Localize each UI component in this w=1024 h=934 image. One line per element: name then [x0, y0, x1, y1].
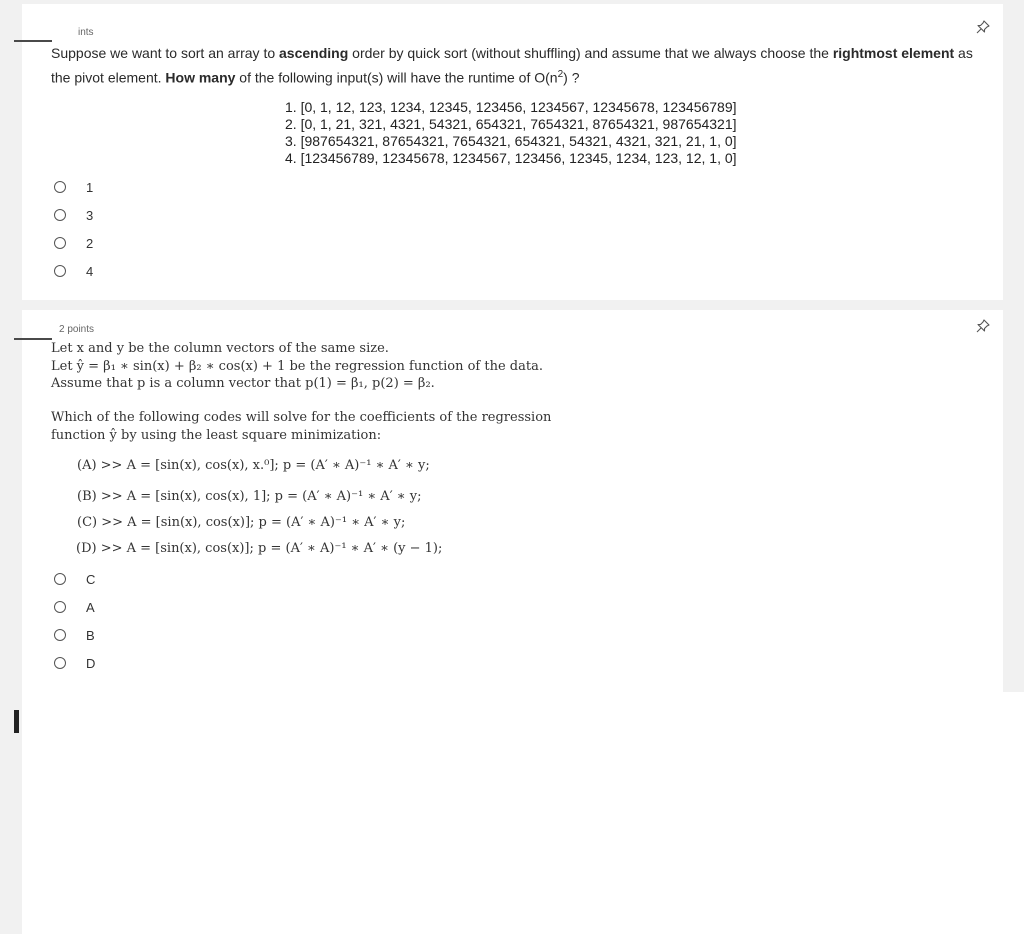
option-label: D	[86, 655, 96, 671]
radio-button[interactable]	[54, 657, 66, 669]
option-label: C	[86, 571, 96, 587]
radio-button[interactable]	[54, 209, 66, 221]
empty-content-area	[22, 692, 1024, 934]
radio-button[interactable]	[54, 265, 66, 277]
intro-line: Let ŷ = β₁ ∗ sin(x) + β₂ ∗ cos(x) + 1 be the regression function of the data.	[51, 358, 543, 374]
input-item: 1. [0, 1, 12, 123, 1234, 12345, 123456, 1234567, 12345678, 123456789]	[285, 99, 737, 115]
answer-option[interactable]	[54, 625, 95, 645]
option-label: 2	[86, 235, 94, 251]
option-label: 1	[86, 179, 94, 195]
pin-icon[interactable]	[976, 319, 990, 336]
answer-option[interactable]	[54, 653, 95, 673]
option-label: B	[86, 627, 95, 643]
question-text-segment: ) ?	[563, 69, 580, 86]
answer-option[interactable]	[54, 261, 93, 281]
input-list	[285, 99, 737, 167]
pin-icon-glyph	[976, 319, 990, 333]
radio-button[interactable]	[54, 629, 66, 641]
superscript: 2	[557, 69, 564, 80]
option-label: 3	[86, 207, 94, 223]
code-option-a: (A) >> A = [sin(x), cos(x), x.⁰]; p = (A′ ∗ A)⁻¹ ∗ A′ ∗ y;	[77, 458, 430, 473]
question-line: function ŷ by using the least square minimization:	[51, 427, 382, 443]
option-label: 4	[86, 263, 94, 279]
question-divider	[14, 40, 52, 42]
radio-button[interactable]	[54, 573, 66, 585]
radio-button[interactable]	[54, 181, 66, 193]
input-item: 4. [123456789, 12345678, 1234567, 123456, 12345, 1234, 123, 12, 1, 0]	[285, 150, 737, 166]
question-text-segment: as the pivot element.	[51, 45, 973, 86]
question-text	[51, 43, 996, 89]
option-label: A	[86, 599, 95, 615]
input-item: 3. [987654321, 87654321, 7654321, 654321, 54321, 4321, 321, 21, 1, 0]	[285, 133, 737, 149]
question-text	[51, 409, 551, 444]
question-text-segment: order by quick sort (without shuffling) and assume that we always choose the	[348, 45, 833, 61]
question-intro	[51, 340, 543, 393]
intro-line: Assume that p is a column vector that p(1) = β₁, p(2) = β₂.	[51, 376, 435, 391]
intro-line: Let x and y be the column vectors of the same size.	[51, 341, 389, 356]
answer-option[interactable]	[54, 597, 95, 617]
code-option-c: (C) >> A = [sin(x), cos(x)]; p = (A′ ∗ A)⁻¹ ∗ A′ ∗ y;	[77, 515, 406, 530]
points-label: 2 points	[59, 324, 95, 335]
answer-option[interactable]	[54, 205, 93, 225]
answer-option[interactable]	[54, 569, 95, 589]
question-line: Which of the following codes will solve for the coefficients of the regression	[51, 410, 552, 425]
answer-option[interactable]	[54, 177, 93, 197]
emphasis-rightmost: rightmost element	[832, 45, 955, 61]
code-option-d: (D) >> A = [sin(x), cos(x)]; p = (A′ ∗ A)⁻¹ ∗ A′ ∗ (y − 1);	[76, 541, 443, 556]
question-divider	[14, 338, 52, 340]
input-item: 2. [0, 1, 21, 321, 4321, 54321, 654321, 7654321, 87654321, 987654321]	[285, 116, 737, 132]
code-option-b: (B) >> A = [sin(x), cos(x), 1]; p = (A′ ∗ A)⁻¹ ∗ A′ ∗ y;	[77, 489, 422, 504]
radio-button[interactable]	[54, 237, 66, 249]
radio-button[interactable]	[54, 601, 66, 613]
question-text-segment: of the following input(s) will have the runtime of O(n	[235, 69, 558, 86]
question-text-segment: Suppose we want to sort an array to	[51, 45, 280, 61]
emphasis-ascending: ascending	[279, 45, 349, 61]
answer-option[interactable]	[54, 233, 93, 253]
scroll-indicator[interactable]	[14, 710, 19, 733]
pin-icon[interactable]	[976, 20, 990, 37]
emphasis-how-many: How many	[165, 69, 236, 86]
pin-icon-glyph	[976, 20, 990, 34]
points-label: ints	[78, 27, 94, 38]
